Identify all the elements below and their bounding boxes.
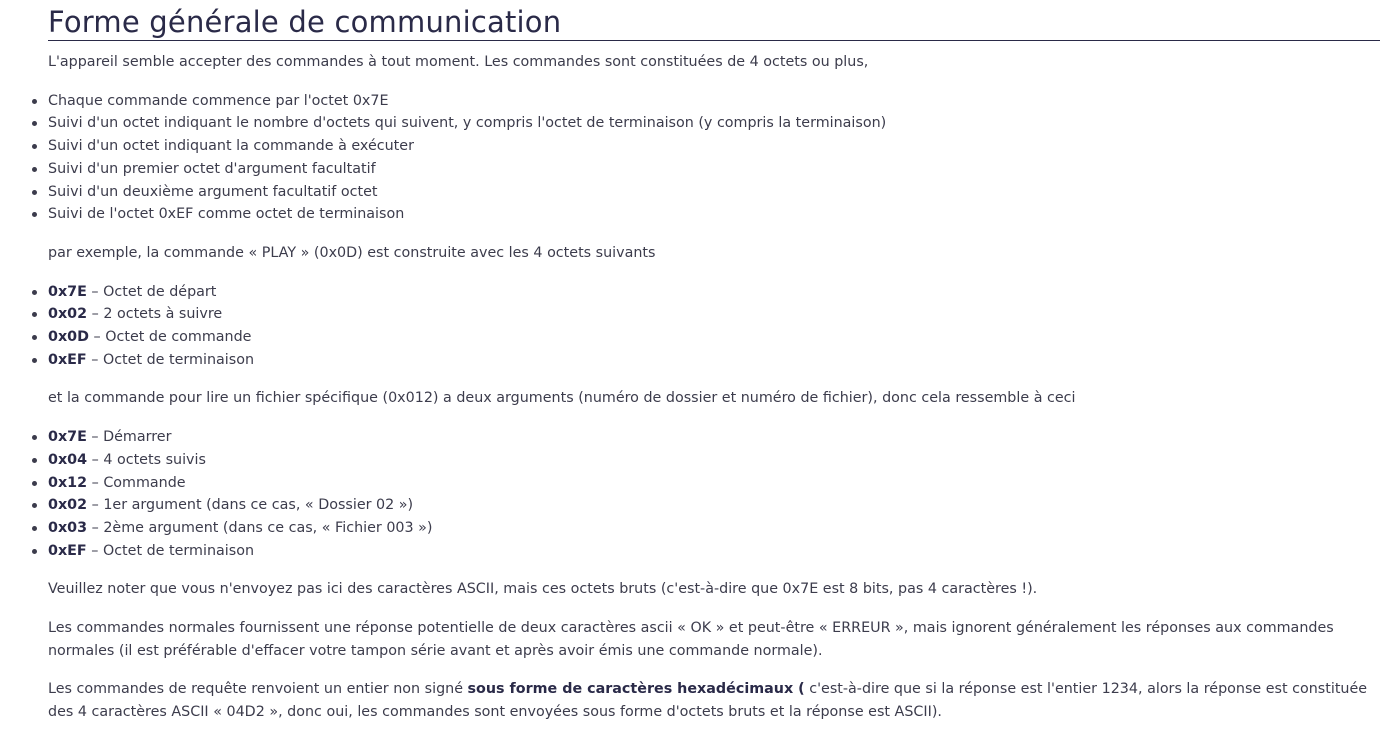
byte-description: – Octet de départ <box>86 283 217 300</box>
byte-code: 0x12 <box>48 474 88 491</box>
queries-text-bold: sous forme de caractères hexadécimaux ( <box>467 681 805 698</box>
list-item <box>48 540 1380 563</box>
byte-code: 0x0D <box>48 329 89 346</box>
queries-note-paragraph <box>48 678 1380 723</box>
list-item: Chaque commande commence par l'octet 0x7E <box>48 90 1380 113</box>
file-example-paragraph: et la commande pour lire un fichier spécifique (0x012) a deux arguments (numéro de dossier et numéro de fichier), donc cela ressemble à ceci <box>48 390 1076 407</box>
byte-code: 0xEF <box>48 542 87 559</box>
byte-description: – 4 octets suivis <box>87 451 206 468</box>
byte-code: 0x02 <box>48 497 88 514</box>
list-item <box>48 449 1380 472</box>
list-item <box>48 426 1380 449</box>
list-item: Suivi d'un premier octet d'argument facultatif <box>48 158 1380 181</box>
list-item <box>48 326 1380 349</box>
queries-text-before: Les commandes de requête renvoient un entier non signé <box>48 681 468 698</box>
byte-code: 0xEF <box>48 351 87 368</box>
ascii-note-paragraph: Veuillez noter que vous n'envoyez pas ici des caractères ASCII, mais ces octets bruts (c'est-à-dire que 0x7E est 8 bits, pas 4 caractères !). <box>48 581 1038 598</box>
command-structure-list <box>48 90 1380 226</box>
file-bytes-list <box>48 426 1380 562</box>
list-item <box>48 281 1380 304</box>
responses-note-paragraph: Les commandes normales fournissent une réponse potentielle de deux caractères ascii « OK » et peut-être « ERREUR », mais ignorent généralement les réponses aux commandes normales (il est préférable d'effacer votre tampon série avant et après avoir émis une commande normale). <box>48 620 1334 659</box>
list-item: Suivi de l'octet 0xEF comme octet de terminaison <box>48 203 1380 226</box>
byte-description: – 2 octets à suivre <box>87 306 223 323</box>
list-item: Suivi d'un deuxième argument facultatif octet <box>48 181 1380 204</box>
intro-paragraph: L'appareil semble accepter des commandes à tout moment. Les commandes sont constituées de 4 octets ou plus, <box>48 54 869 70</box>
byte-description: – Octet de terminaison <box>86 351 255 368</box>
list-item <box>48 472 1380 495</box>
list-item <box>48 517 1380 540</box>
byte-code: 0x04 <box>48 451 88 468</box>
byte-code: 0x7E <box>48 283 87 300</box>
play-example-paragraph: par exemple, la commande « PLAY » (0x0D) est construite avec les 4 octets suivants <box>48 244 656 261</box>
byte-code: 0x02 <box>48 306 88 323</box>
list-item: Suivi d'un octet indiquant la commande à exécuter <box>48 135 1380 158</box>
heading-underline <box>48 40 1380 41</box>
byte-description: – Commande <box>87 474 186 491</box>
queries-text-after: c'est-à-dire que si la réponse est l'entier 1234, alors la réponse est constituée des 4 caractères ASCII « 04D2 », donc oui, les commandes sont envoyées sous forme d'octets bruts et la réponse est ASCII). <box>48 681 1368 721</box>
play-bytes-list <box>48 281 1380 372</box>
byte-description: – Octet de terminaison <box>86 542 255 559</box>
byte-description: – 2ème argument (dans ce cas, « Fichier 003 ») <box>87 519 433 536</box>
byte-code: 0x7E <box>48 429 87 446</box>
list-item <box>48 494 1380 517</box>
byte-description: – Démarrer <box>86 429 172 446</box>
list-item <box>48 303 1380 326</box>
byte-code: 0x03 <box>48 519 88 536</box>
section-heading: Forme générale de communication <box>48 5 562 39</box>
byte-description: – Octet de commande <box>89 329 252 346</box>
article-content <box>48 4 1380 724</box>
byte-description: – 1er argument (dans ce cas, « Dossier 02 ») <box>87 497 414 514</box>
list-item <box>48 349 1380 372</box>
list-item: Suivi d'un octet indiquant le nombre d'octets qui suivent, y compris l'octet de terminaison (y compris la terminaison) <box>48 112 1380 135</box>
